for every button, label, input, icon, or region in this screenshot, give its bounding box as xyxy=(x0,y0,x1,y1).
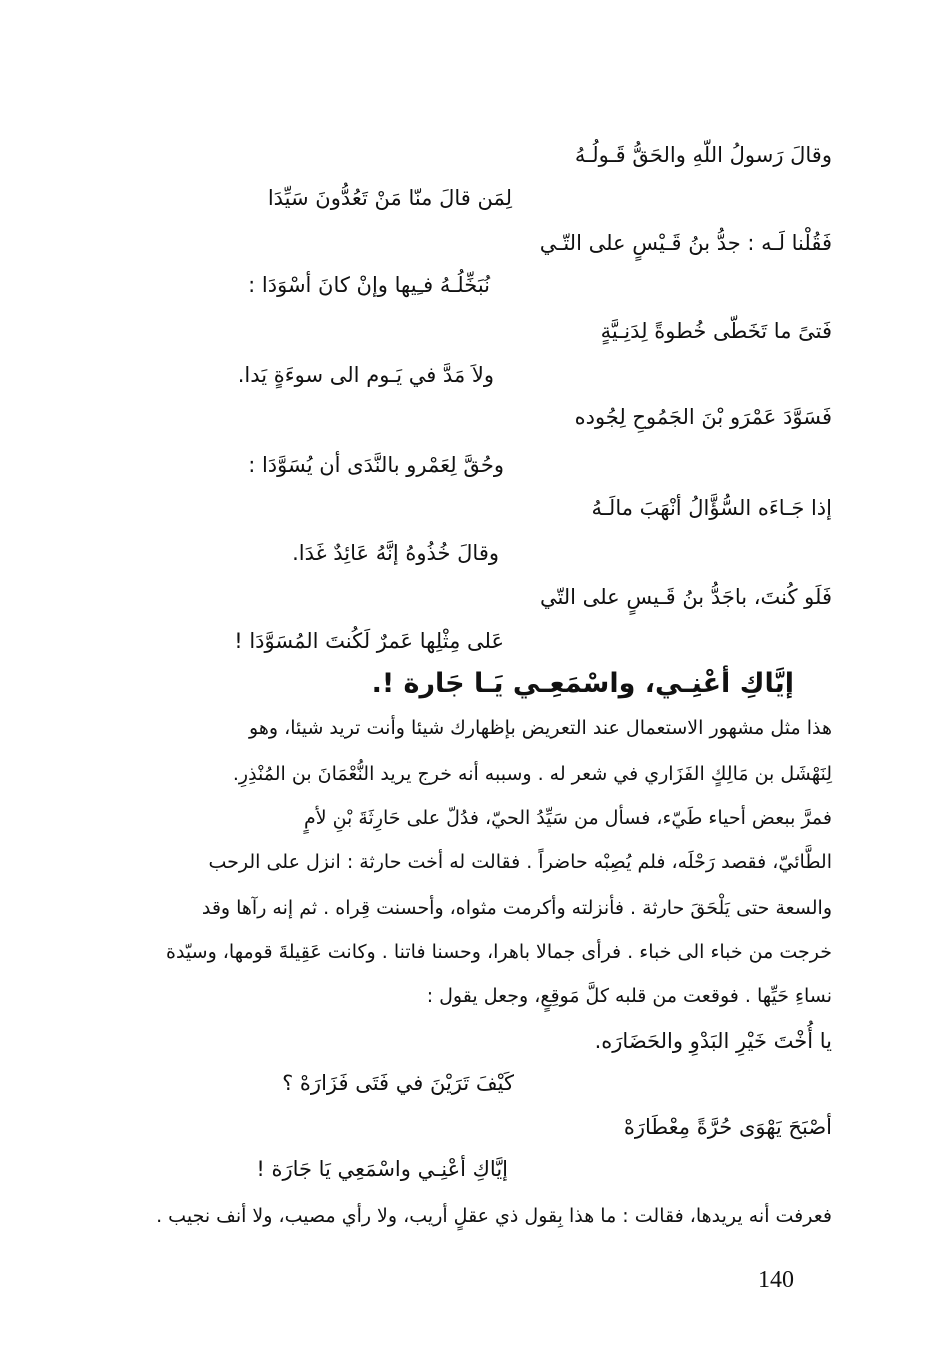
poem-verse-11: فَلَو كُنتَ، باجَدُّ بنُ قَـيسٍ على التّي xyxy=(539,585,832,609)
poem-verse-5: فَتىً ما تَخَطّى خُطوةً لِدَنِـيَّةٍ xyxy=(600,319,832,343)
section-heading: إيَّاكِ أعْنِـي، واسْمَعِـي يَـا جَارة !. xyxy=(371,668,794,699)
poem2-verse-1: يا أُخْتَ خَيْرِ البَدْوِ والحَضَارَه. xyxy=(594,1029,832,1053)
prose-line-7: نساءِ حَيِّها . فوقعت من قلبه كلَّ مَوقِعٍ، وجعل يقول : xyxy=(426,985,832,1007)
poem-verse-8: وحُقَّ لِعَمْرو بالنَّدَى أن يُسَوَّدَا : xyxy=(248,453,504,477)
prose-line-4: الطَّائيّ، فقصد رَحْلَه، فلم يُصِبْه حاضراً . فقالت له أخت حارثة : انزل على الرحب xyxy=(208,851,832,873)
poem-verse-7: فَسَوَّدَ عَمْرَو بْنَ الجَمُوحِ لِجُوده xyxy=(574,405,832,429)
poem2-verse-2: كَيْفَ تَرَيْنَ في فَتَى فَزَارَهْ ؟ xyxy=(282,1071,514,1095)
poem2-verse-3: أصْبَحَ يَهْوَى حُرَّةً مِعْطَارَهْ xyxy=(623,1115,832,1139)
poem-verse-4: نُبَخِّلُـهُ فـِيها وإنْ كانَ أسْوَدَا : xyxy=(248,273,490,297)
poem-verse-6: ولاَ مَدَّ في يَـوم الى سوءَةٍ يَدا. xyxy=(237,363,494,387)
prose-line-2: لِنَهْشَل بن مَالِكٍ الفَزَاري في شعر له . وسببه أنه خرج يريد النُّعْمَانَ بن المُنْذِرِ. xyxy=(232,763,832,785)
closing-line: فعرفت أنه يريدها، فقالت : ما هذا بِقول ذي عقلٍ أريب، ولا رأي مصيب، ولا أنف نجيب . xyxy=(156,1205,832,1227)
poem-verse-10: وقالَ خُذُوهُ إنَّهُ عَائِدٌ غَدَا. xyxy=(292,541,499,565)
poem-verse-2: لِمَن قالَ منّا مَنْ تَعُدُّونَ سَيِّدَا xyxy=(267,186,512,210)
poem2-verse-4: إيَّاكِ أعْنِـي واسْمَعِي يَا جَارَة ! xyxy=(256,1157,508,1181)
prose-line-5: والسعة حتى يَلْحَقَ حارثة . فأنزلته وأكرمت مثواه، وأحسنت قِراه . ثم إنه رآها وقد xyxy=(201,897,832,919)
poem-verse-12: عَلى مِثْلِها عَمرٌ لَكُنتَ المُسَوَّدَا ! xyxy=(234,629,504,653)
poem-verse-3: فَقُلْنا لَـه : جدُّ بنُ قَـيْسٍ على التّـي xyxy=(539,231,832,255)
page-number: 140 xyxy=(758,1267,794,1293)
prose-line-3: فمرَّ ببعض أحياء طَيّء، فسأل من سَيِّدُ الحيّ، فدُلّ على حَارِثَةَ بْنِ لأمٍ xyxy=(303,807,832,829)
poem-verse-1: وقالَ رَسولُ اللّهِ والحَقُّ قَـولُـهُ xyxy=(574,143,832,167)
prose-line-6: خرجت من خباء الى خباء . فرأى جمالا باهرا، وحسنا فاتنا . وكانت عَقِيلةَ قومها، وسيّدة xyxy=(165,941,832,963)
prose-line-1: هذا مثل مشهور الاستعمال عند التعريض بإظهارك شيئا وأنت تريد شيئا، وهو xyxy=(249,717,832,739)
poem-verse-9: إذا جَـاءَه السُّؤَّالُ أنْهَبَ مالَـهُ xyxy=(591,496,832,520)
